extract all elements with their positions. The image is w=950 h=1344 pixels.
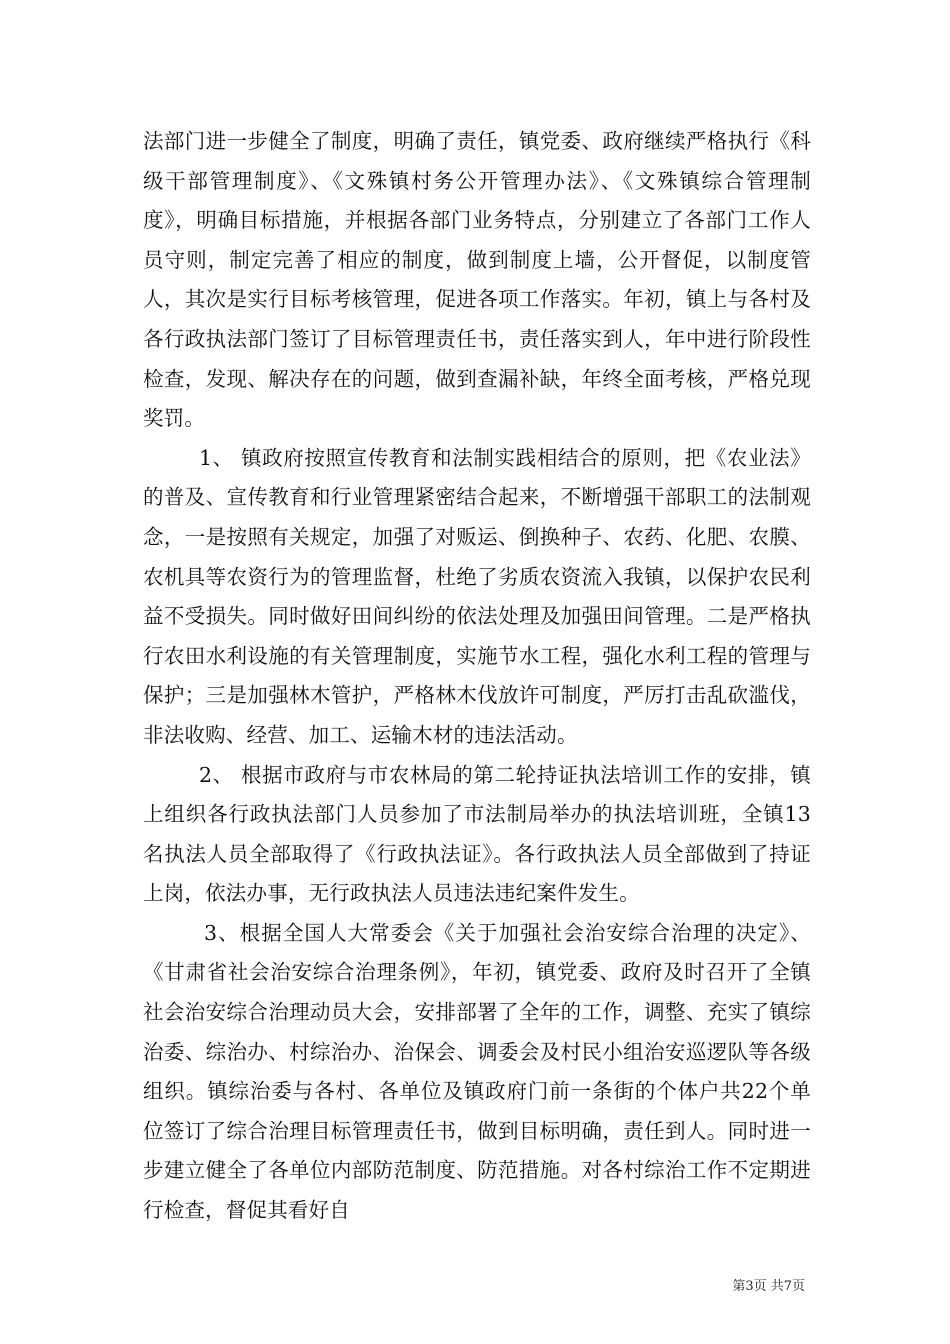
paragraph-item-2: 2、 根据市政府与市农林局的第二轮持证执法培训工作的安排，镇上组织各行政执法部门人员参加了市法制局举办的执法培训班，全镇13名执法人员全部取得了《行政执法证》。各行政执法人员全部做到了持证上岗，依法办事，无行政执法人员违法违纪案件发生。 (143, 762, 811, 906)
document-body (143, 122, 811, 1231)
paragraph-continuation: 法部门进一步健全了制度，明确了责任，镇党委、政府继续严格执行《科级干部管理制度》、《文殊镇村务公开管理办法》、《文殊镇综合管理制度》，明确目标措施，并根据各部门业务特点，分别建立了各部门工作人员守则，制定完善了相应的制度，做到制度上墙，公开督促，以制度管人，其次是实行目标考核管理，促进各项工作落实。年初，镇上与各村及各行政执法部门签订了目标管理责任书，责任落实到人，年中进行阶段性检查，发现、解决存在的问题，做到查漏补缺，年终全面考核，严格兑现奖罚。 (143, 129, 811, 431)
page-number-footer: 第3页 共7页 (732, 1279, 805, 1294)
paragraph-item-1: 1、 镇政府按照宣传教育和法制实践相结合的原则，把《农业法》的普及、宣传教育和行业管理紧密结合起来，不断增强干部职工的法制观念，一是按照有关规定，加强了对贩运、倒换种子、农药、化肥、农膜、农机具等农资行为的管理监督，杜绝了劣质农资流入我镇，以保护农民利益不受损失。同时做好田间纠纷的依法处理及加强田间管理。二是严格执行农田水利设施的有关管理制度，实施节水工程，强化水利工程的管理与保护；三是加强林木管护，严格林木伐放许可制度，严厉打击乱砍滥伐，非法收购、经营、加工、运输木材的违法活动。 (143, 445, 811, 747)
paragraph-item-3: 3、根据全国人大常委会《关于加强社会治安综合治理的决定》、《甘肃省社会治安综合治理条例》，年初，镇党委、政府及时召开了全镇社会治安综合治理动员大会，安排部署了全年的工作，调整、充实了镇综治委、综治办、村综治办、治保会、调委会及村民小组治安巡逻队等各级组织。镇综治委与各村、各单位及镇政府门前一条街的个体户共22个单位签订了综合治理目标管理责任书，做到目标明确，责任到人。同时进一步建立健全了各单位内部防范制度、防范措施。对各村综治工作不定期进行检查，督促其看好自 (143, 920, 811, 1223)
